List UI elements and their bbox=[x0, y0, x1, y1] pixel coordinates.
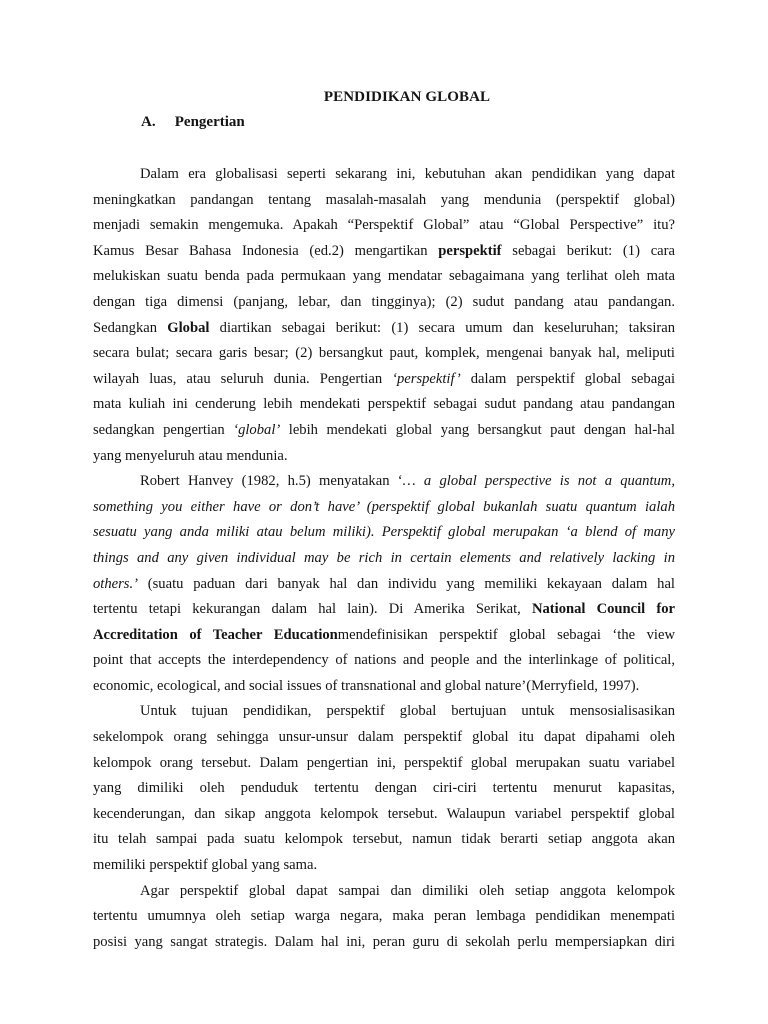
text-line: tertentu tetapi kekurangan dalam hal lain). Di Amerika Serikat, National Council for bbox=[93, 601, 675, 618]
text-line: meningkatkan pandangan tentang masalah-masalah yang mendunia (perspektif global) bbox=[93, 191, 675, 208]
text-line: Untuk tujuan pendidikan, perspektif global bertujuan untuk mensosialisasikan bbox=[140, 703, 675, 720]
text-line: posisi yang sangat strategis. Dalam hal ini, peran guru di sekolah perlu mempersiapkan diri bbox=[93, 933, 675, 950]
text-line: Agar perspektif global dapat sampai dan dimiliki oleh setiap anggota kelompok bbox=[140, 882, 675, 899]
text-line: kecenderungan, dan sikap anggota kelompok tersebut. Walaupun variabel perspektif global bbox=[93, 805, 675, 822]
text-line: yang dimiliki oleh penduduk tertentu dengan ciri-ciri tertentu menurut kapasitas, bbox=[93, 780, 675, 797]
text-line: wilayah luas, atau seluruh dunia. Pengertian ‘perspektif’ dalam perspektif global sebagai bbox=[93, 370, 675, 387]
section-heading bbox=[141, 114, 245, 131]
text-line: point that accepts the interdependency of nations and people and the interlinkage of political, bbox=[93, 652, 675, 669]
body-text bbox=[93, 162, 675, 955]
text-line: kelompok orang tersebut. Dalam pengertian ini, perspektif global merupakan suatu variabel bbox=[93, 754, 675, 771]
text-line: Dalam era globalisasi seperti sekarang ini, kebutuhan akan pendidikan yang dapat bbox=[140, 166, 675, 182]
text-line: Robert Hanvey (1982, h.5) menyatakan ‘… a global perspective is not a quantum, bbox=[140, 473, 675, 490]
text-line: melukiskan suatu benda pada permukaan yang mendatar sebagaimana yang terlihat oleh mata bbox=[93, 268, 675, 285]
text-line: itu telah sampai pada suatu kelompok tersebut, namun tidak berarti setiap anggota akan bbox=[93, 831, 675, 848]
text-line: secara bulat; secara garis besar; (2) bersangkut paut, komplek, mengenai banyak hal, meliputi bbox=[93, 345, 675, 362]
text-line: tertentu umumnya oleh setiap warga negara, maka peran lembaga pendidikan menempati bbox=[93, 908, 675, 925]
text-line: something you either have or don’t have’ (perspektif global bukanlah suatu quantum ialah bbox=[93, 498, 675, 515]
section-number: A. bbox=[141, 114, 156, 130]
text-line: Kamus Besar Bahasa Indonesia (ed.2) mengartikan perspektif sebagai berikut: (1) cara bbox=[93, 242, 675, 259]
text-line: sekelompok orang sehingga unsur-unsur dalam perspektif global itu dapat dipahami oleh bbox=[93, 729, 675, 746]
text-line: others.’ (suatu paduan dari banyak hal dan individu yang memiliki kekayaan dalam hal bbox=[93, 575, 675, 592]
text-line: yang menyeluruh atau mendunia. bbox=[93, 447, 288, 464]
text-line: sesuatu yang anda miliki atau belum miliki). Perspektif global merupakan ‘a blend of many bbox=[93, 524, 675, 541]
text-line: Accreditation of Teacher Educationmendefinisikan perspektif global sebagai ‘the view bbox=[93, 626, 675, 643]
text-line: Sedangkan Global diartikan sebagai berikut: (1) secara umum dan keseluruhan; taksiran bbox=[93, 319, 676, 336]
document-title: PENDIDIKAN GLOBAL bbox=[323, 89, 491, 105]
text-line: sedangkan pengertian ‘global’ lebih mendekati global yang bersangkut paut dengan hal-hal bbox=[93, 421, 675, 438]
text-line: menjadi semakin mengemuka. Apakah “Perspektif Global” atau “Global Perspective” itu? bbox=[93, 217, 675, 234]
section-title: Pengertian bbox=[174, 114, 245, 130]
text-line: economic, ecological, and social issues of transnational and global nature’(Merryfield, 1997). bbox=[93, 677, 640, 694]
text-line: dengan tiga dimensi (panjang, lebar, dan tingginya); (2) sudut pandang atau pandangan. bbox=[93, 293, 675, 310]
text-line: memiliki perspektif global yang sama. bbox=[93, 857, 318, 874]
text-line: things and any given individual may be rich in certain elements and relatively lacking in bbox=[93, 549, 675, 566]
text-line: mata kuliah ini cenderung lebih mendekati perspektif sebagai sudut pandang atau pandangan bbox=[93, 396, 675, 413]
